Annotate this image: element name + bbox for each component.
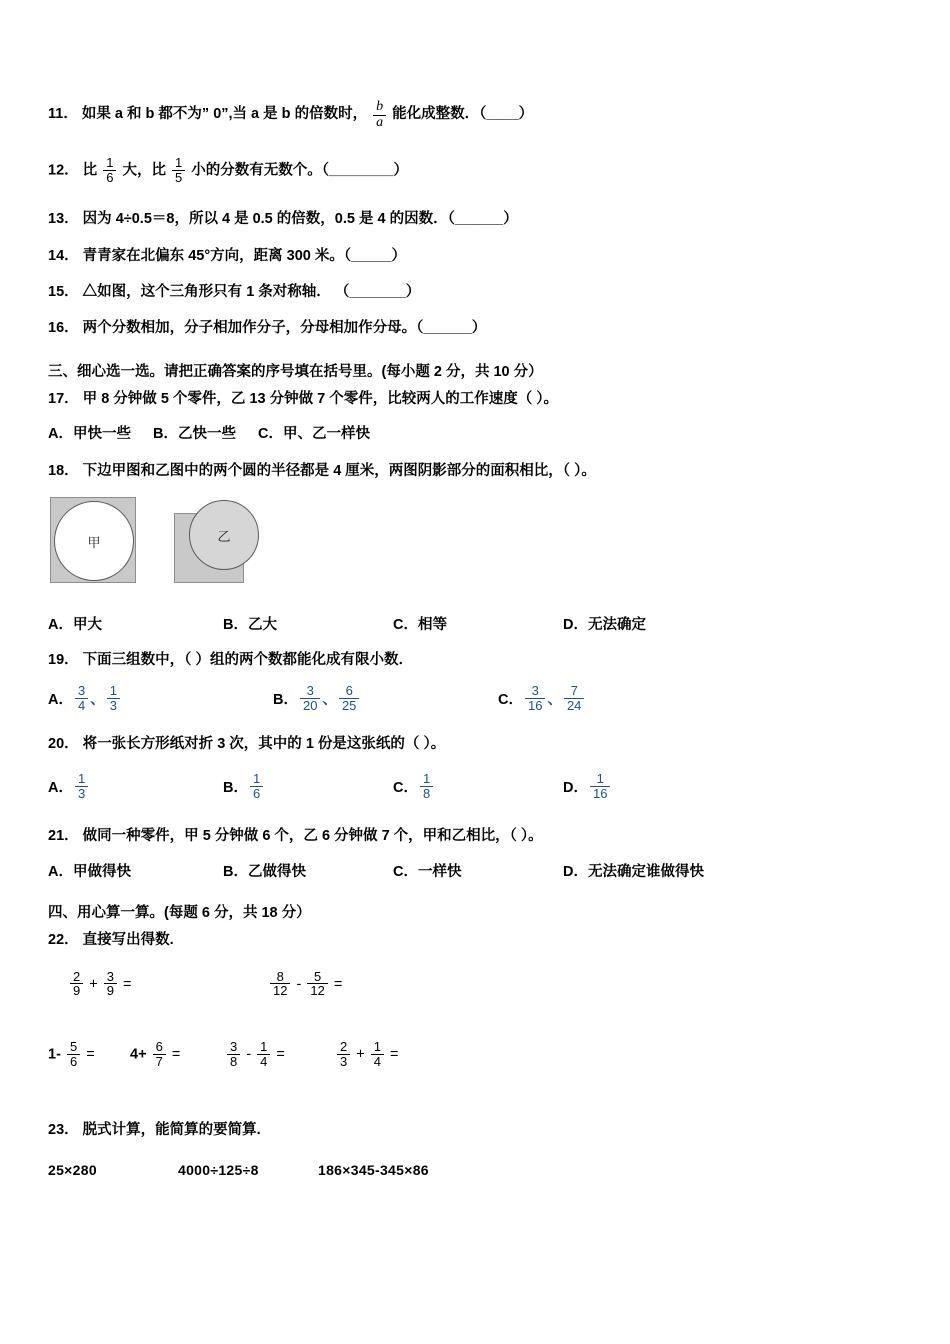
- expr-8-12-minus-5-12: [268, 970, 342, 998]
- question-23-expressions: [48, 1162, 908, 1178]
- expr-op-3: -: [246, 1046, 252, 1063]
- fraction-one-sixth: $\frac{1}{6}$: [103, 156, 116, 184]
- figure-square-overlapping-circle: [174, 513, 244, 583]
- question-21-options: [48, 860, 908, 881]
- option-18-d[interactable]: D．无法确定: [563, 617, 646, 634]
- fraction-3-8: $\frac{3}{8}$: [227, 1040, 240, 1068]
- question-22: [48, 930, 908, 952]
- question-21: [48, 826, 908, 848]
- fraction-1-4-b: $\frac{1}{4}$: [371, 1040, 384, 1068]
- fraction-1-16-opt: $\frac{1}{16}$: [590, 772, 610, 800]
- figure-yi-label: 乙: [217, 528, 231, 544]
- option-17-c[interactable]: C．甲、乙一样快: [258, 426, 371, 443]
- fraction-3-20: $\frac{3}{20}$: [300, 684, 320, 712]
- question-16-number: 16．: [48, 319, 79, 336]
- option-19-c-sep: 、: [547, 691, 562, 708]
- option-19-a-letter: A．: [48, 691, 73, 708]
- question-18-options: [48, 613, 908, 634]
- fraction-6-7: $\frac{6}{7}$: [153, 1040, 166, 1068]
- question-17-number: 17．: [48, 390, 79, 407]
- section-4-heading: 四、用心算一算。(每题 6 分，共 18 分）: [48, 904, 311, 921]
- fraction-2-9: $\frac{2}{9}$: [70, 970, 83, 998]
- option-20-b-letter: B．: [223, 779, 248, 796]
- expr-2-3-plus-1-4: [335, 1040, 399, 1068]
- fraction-3-16: $\frac{3}{16}$: [525, 684, 545, 712]
- option-18-c[interactable]: C．相等: [393, 617, 447, 634]
- option-19-c[interactable]: [498, 684, 586, 712]
- question-12-number: 12．: [48, 162, 79, 179]
- option-21-c[interactable]: C．一样快: [393, 863, 462, 880]
- option-20-d-letter: D．: [563, 779, 588, 796]
- option-21-b[interactable]: B．乙做得快: [223, 863, 306, 880]
- question-23-number: 23．: [48, 1122, 79, 1139]
- question-19-number: 19．: [48, 652, 79, 669]
- fraction-3-4: $\frac{3}{4}$: [75, 684, 88, 712]
- question-23: [48, 1120, 908, 1142]
- question-13: [48, 209, 908, 231]
- question-23-text: 脱式计算，能简算的要简算.: [82, 1122, 261, 1139]
- question-17: [48, 389, 908, 411]
- fraction-1-3: $\frac{1}{3}$: [107, 684, 120, 712]
- page-content: [48, 100, 908, 1178]
- question-14-number: 14．: [48, 248, 79, 265]
- option-20-a[interactable]: [48, 772, 223, 800]
- fraction-5-12: $\frac{5}{12}$: [307, 970, 327, 998]
- option-19-c-letter: C．: [498, 691, 523, 708]
- question-20: [48, 734, 908, 756]
- expr-eq-4: =: [171, 1046, 181, 1063]
- fraction-1-6-opt: $\frac{1}{6}$: [250, 772, 263, 800]
- question-11-text-after: 能化成整数．（____）: [392, 106, 534, 122]
- option-20-a-letter: A．: [48, 779, 73, 796]
- fraction-7-24: $\frac{7}{24}$: [564, 684, 584, 712]
- option-18-b[interactable]: B．乙大: [223, 617, 277, 634]
- option-21-d[interactable]: D．无法确定谁做得快: [563, 863, 704, 880]
- fraction-5-6: $\frac{5}{6}$: [67, 1040, 80, 1068]
- fraction-3-9: $\frac{3}{9}$: [104, 970, 117, 998]
- question-18-figure: [50, 497, 908, 583]
- question-14-text: 青青家在北偏东 45°方向，距离 300 米。（_____）: [82, 248, 406, 265]
- fraction-1-8-opt: $\frac{1}{8}$: [420, 772, 433, 800]
- question-19: [48, 650, 908, 672]
- fraction-2-3: $\frac{2}{3}$: [337, 1040, 350, 1068]
- question-12-text-2: 大，比: [122, 162, 166, 179]
- question-15-number: 15．: [48, 284, 79, 301]
- question-20-options: [48, 772, 908, 800]
- question-11: [48, 100, 908, 130]
- question-22-text: 直接写出得数.: [82, 931, 174, 948]
- expr-eq-2: =: [333, 976, 343, 993]
- question-19-text: 下面三组数中，（ ）组的两个数都能化成有限小数．: [82, 652, 413, 669]
- figure-jia-label: 甲: [87, 534, 101, 550]
- question-19-options: [48, 684, 908, 712]
- expr-pre-2: 4+: [130, 1046, 147, 1063]
- question-16: [48, 318, 908, 340]
- question-17-options: [48, 422, 908, 443]
- question-20-text: 将一张长方形纸对折 3 次，其中的 1 份是这张纸的（ ）。: [82, 736, 446, 753]
- fraction-8-12: $\frac{8}{12}$: [270, 970, 290, 998]
- figure-square-with-inscribed-circle: [50, 497, 136, 583]
- question-12-text-3: 小的分数有无数个。（________）: [191, 162, 409, 179]
- question-20-number: 20．: [48, 736, 79, 753]
- question-22-line-1: [48, 970, 908, 998]
- expr-eq-3: =: [86, 1046, 95, 1063]
- question-12: [48, 156, 908, 184]
- question-11-number: 11．: [48, 106, 78, 122]
- question-21-number: 21．: [48, 828, 79, 845]
- question-15-text: △如图，这个三角形只有 1 条对称轴． （_______）: [82, 284, 421, 301]
- expr-op-2: -: [296, 976, 302, 993]
- expr-eq-6: =: [390, 1046, 399, 1063]
- expr-pre-1: 1-: [48, 1046, 61, 1063]
- option-19-a[interactable]: [48, 684, 273, 712]
- question-12-text-1: 比: [82, 162, 98, 179]
- question-13-number: 13．: [48, 210, 79, 227]
- expr-op-4: +: [356, 1046, 365, 1063]
- question-15: [48, 282, 908, 304]
- option-19-b[interactable]: [273, 684, 498, 712]
- expr-25x280: 25×280: [48, 1162, 97, 1179]
- fraction-one-fifth: $\frac{1}{5}$: [172, 156, 185, 184]
- expr-3-8-minus-1-4: [225, 1040, 335, 1068]
- option-19-a-sep: 、: [90, 691, 105, 708]
- option-20-c[interactable]: [393, 772, 563, 800]
- section-3-heading: 三、细心选一选。请把正确答案的序号填在括号里。(每小题 2 分，共 10 分）: [48, 363, 543, 380]
- option-18-a[interactable]: A．甲大: [48, 617, 102, 634]
- expr-eq-1: =: [123, 976, 132, 993]
- expr-1-minus-5-6: [48, 1040, 108, 1068]
- question-16-text: 两个分数相加，分子相加作分子，分母相加作分母。（______）: [82, 319, 487, 336]
- figure-jia-label-wrap: [54, 501, 134, 581]
- option-20-d[interactable]: [563, 772, 612, 800]
- fraction-1-3-opt: $\frac{1}{3}$: [75, 772, 88, 800]
- question-18-text: 下边甲图和乙图中的两个圆的半径都是 4 厘米，两图阴影部分的面积相比，（ ）。: [82, 463, 596, 480]
- question-14: [48, 246, 908, 268]
- fraction-b-over-a: $\frac{b}{a}$: [373, 100, 386, 130]
- option-21-a[interactable]: A．甲做得快: [48, 863, 131, 880]
- question-22-line-2: [48, 1040, 908, 1068]
- expr-4000-div-125-div-8: 4000÷125÷8: [178, 1162, 259, 1179]
- question-18: [48, 461, 908, 483]
- option-19-b-letter: B．: [273, 691, 298, 708]
- question-21-text: 做同一种零件，甲 5 分钟做 6 个，乙 6 分钟做 7 个，甲和乙相比，（ ）。: [82, 828, 543, 845]
- question-13-text: 因为 4÷0.5＝8，所以 4 是 0.5 的倍数，0.5 是 4 的因数．（______）: [82, 210, 518, 227]
- expr-2-9-plus-3-9: [68, 970, 243, 998]
- option-20-b[interactable]: [223, 772, 393, 800]
- expr-eq-5: =: [276, 1046, 285, 1063]
- fraction-6-25: $\frac{6}{25}$: [339, 684, 359, 712]
- option-20-c-letter: C．: [393, 779, 418, 796]
- option-17-b[interactable]: B．乙快一些: [153, 426, 236, 443]
- option-19-b-sep: 、: [322, 691, 337, 708]
- question-22-number: 22．: [48, 931, 79, 948]
- question-18-number: 18．: [48, 463, 79, 480]
- expr-4-plus-6-7: [130, 1040, 225, 1068]
- option-17-a[interactable]: A．甲快一些: [48, 426, 131, 443]
- expr-186x345-345x86: 186×345-345×86: [318, 1162, 429, 1179]
- fraction-1-4: $\frac{1}{4}$: [257, 1040, 270, 1068]
- question-17-text: 甲 8 分钟做 5 个零件，乙 13 分钟做 7 个零件，比较两人的工作速度（ ）。: [82, 390, 558, 407]
- figure-yi-label-wrap: [189, 500, 259, 570]
- question-11-text-before: 如果 a 和 b 都不为” 0”,当 a 是 b 的倍数时，: [81, 106, 368, 122]
- expr-op-1: +: [89, 976, 98, 993]
